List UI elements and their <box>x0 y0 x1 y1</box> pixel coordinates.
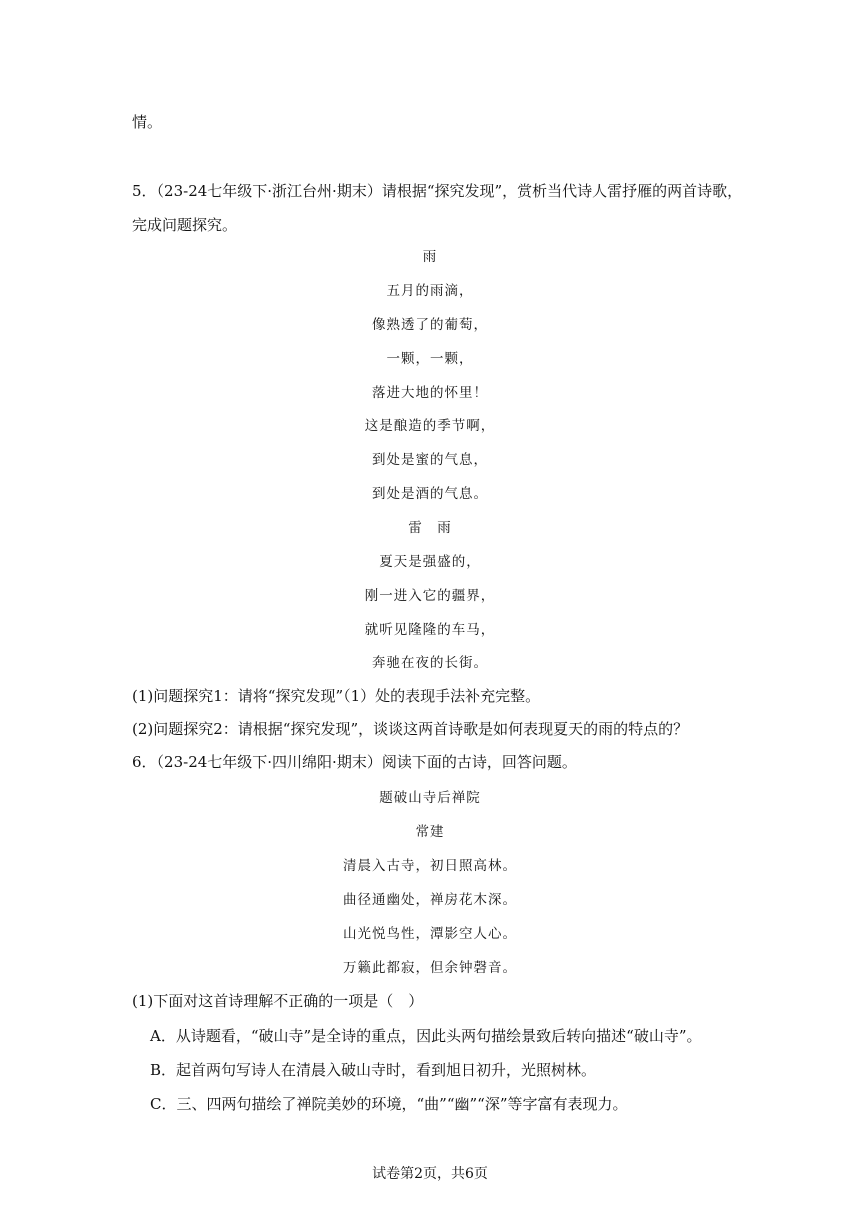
poem-3-line: 万籁此都寂，但余钟磬音。 <box>343 960 517 976</box>
poem-3-line: 曲径通幽处，禅房花木深。 <box>343 892 517 908</box>
option-b: B．起首两句写诗人在清晨入破山寺时，看到旭日初升，光照树林。 <box>150 1061 597 1079</box>
poem-1-line: 到处是酒的气息。 <box>372 486 488 502</box>
question-6-stem: 6．（23-24七年级下·四川绵阳·期末）阅读下面的古诗，回答问题。 <box>132 753 577 771</box>
poem-2-line: 就听见隆隆的车马， <box>364 622 496 638</box>
option-c: C．三、四两句描绘了禅院美妙的环境，“曲”“幽”“深”等字富有表现力。 <box>150 1095 628 1113</box>
question-5-stem-line-1: 5．（23-24七年级下·浙江台州·期末）请根据“探究发现”，赏析当代诗人雷抒雁的两首诗歌， <box>132 182 743 200</box>
poem-3-title: 题破山寺后禅院 <box>379 790 481 806</box>
poem-2-line: 刚一进入它的疆界， <box>364 588 496 604</box>
poem-1-title: 雨 <box>422 249 438 265</box>
page-footer: 试卷第2页，共6页 <box>372 1166 488 1182</box>
poem-1-line: 像熟透了的葡萄， <box>372 317 488 333</box>
poem-3-line: 山光悦鸟性，潭影空人心。 <box>343 926 517 942</box>
poem-1-line: 落进大地的怀里！ <box>372 385 488 401</box>
option-a: A．从诗题看，“破山寺”是全诗的重点，因此头两句描绘景致后转向描述“破山寺”。 <box>150 1027 702 1045</box>
poem-2-line: 夏天是强盛的， <box>379 554 481 570</box>
poem-1-line: 一颗，一颗， <box>386 351 474 367</box>
previous-question-fragment: 情。 <box>132 113 163 131</box>
poem-3-author: 常建 <box>415 824 445 840</box>
poem-1-line: 到处是蜜的气息， <box>372 452 488 468</box>
poem-3-line: 清晨入古寺，初日照高林。 <box>343 858 517 874</box>
question-5-sub-2: (2)问题探究2：请根据“探究发现”，谈谈这两首诗歌是如何表现夏天的雨的特点的？ <box>132 720 689 738</box>
poem-2-title: 雷 雨 <box>408 520 452 536</box>
question-5-stem-line-2: 完成问题探究。 <box>132 216 238 234</box>
poem-2-line: 奔驰在夜的长街。 <box>372 655 488 671</box>
poem-1-line: 五月的雨滴， <box>386 283 474 299</box>
question-6-sub-1: (1)下面对这首诗理解不正确的一项是（ ） <box>132 992 424 1010</box>
question-5-sub-1: (1)问题探究1：请将“探究发现”（1）处的表现手法补充完整。 <box>132 687 541 705</box>
poem-1-line: 这是酿造的季节啊， <box>364 418 496 434</box>
